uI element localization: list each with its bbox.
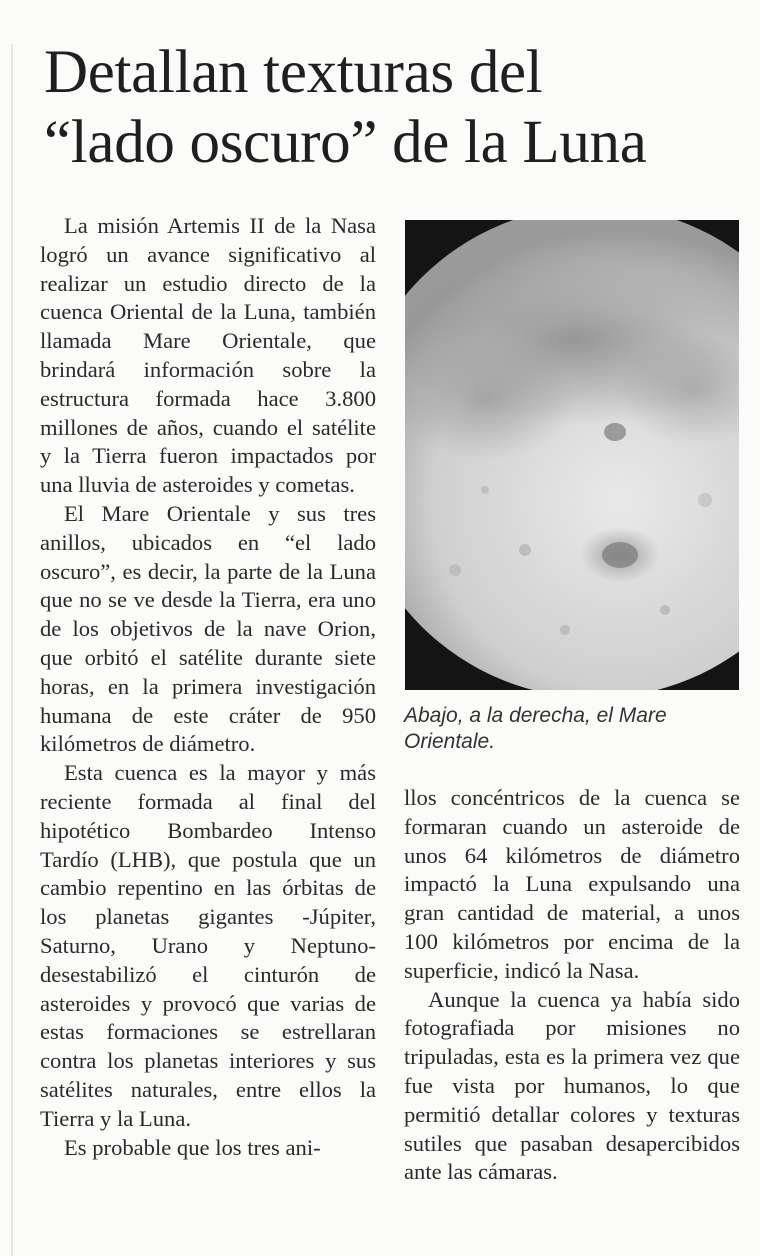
paragraph-1: La misión Artemis II de la Nasa logró un avance significativo al realizar un estudio directo de la cuenca Oriental de la Luna, también llamada Mare Orientale, que brindará información sobre la estructura formada hace 3.800 millones de años, cuando el satélite y la Tierra fueron impactados por una lluvia de asteroides y cometas. bbox=[40, 213, 376, 498]
column-rule bbox=[11, 44, 13, 1256]
moon-photo bbox=[405, 220, 739, 690]
paragraph-2: El Mare Orientale y sus tres anillos, ubicados en “el lado oscuro”, es decir, la parte de la Luna que no se ve desde la Tierra, era uno de los objetivos de la nave Orion, que orbitó el satélite durante siete horas, en la primera investigación humana de este cráter de 950 kilómetros de diámetro. bbox=[40, 500, 376, 757]
paragraph-4-part-2: llos concéntricos de la cuenca se formaran cuando un asteroide de unos 64 kilómetros de diámetro impactó la Luna expulsando una gran cantidad de material, a unos 100 kilómetros por encima de la superficie, indicó la Nasa. bbox=[404, 785, 740, 983]
moon-image bbox=[405, 220, 739, 690]
article-column-right bbox=[404, 784, 740, 1187]
article-column-left bbox=[40, 212, 376, 1162]
headline-line-1: Detallan texturas del bbox=[44, 39, 543, 106]
headline-line-2: “lado oscuro” de la Luna bbox=[44, 109, 647, 176]
paragraph-4-part-1: Es probable que los tres ani- bbox=[64, 1134, 321, 1160]
paragraph-3: Esta cuenca es la mayor y más reciente formada al final del hipotético Bombardeo Intenso Tardío (LHB), que postula que un cambio repentino en las órbitas de los planetas gigantes -Júpiter, Saturno, Urano y Neptuno- desestabilizó el cinturón de asteroides y provocó que varias de estas formaciones se estrellaran contra los planetas interiores y sus satélites naturales, entre ellos la Tierra y la Luna. bbox=[40, 760, 376, 1131]
photo-caption: Abajo, a la derecha, el Mare Orientale. bbox=[404, 704, 667, 753]
headline bbox=[44, 38, 744, 178]
paragraph-5: Aunque la cuenca ya había sido fotografiada por misiones no tripuladas, esta es la primera vez que fue vista por humanos, lo que permitió detallar colores y texturas sutiles que pasaban desapercibidos ante las cámaras. bbox=[404, 986, 740, 1185]
